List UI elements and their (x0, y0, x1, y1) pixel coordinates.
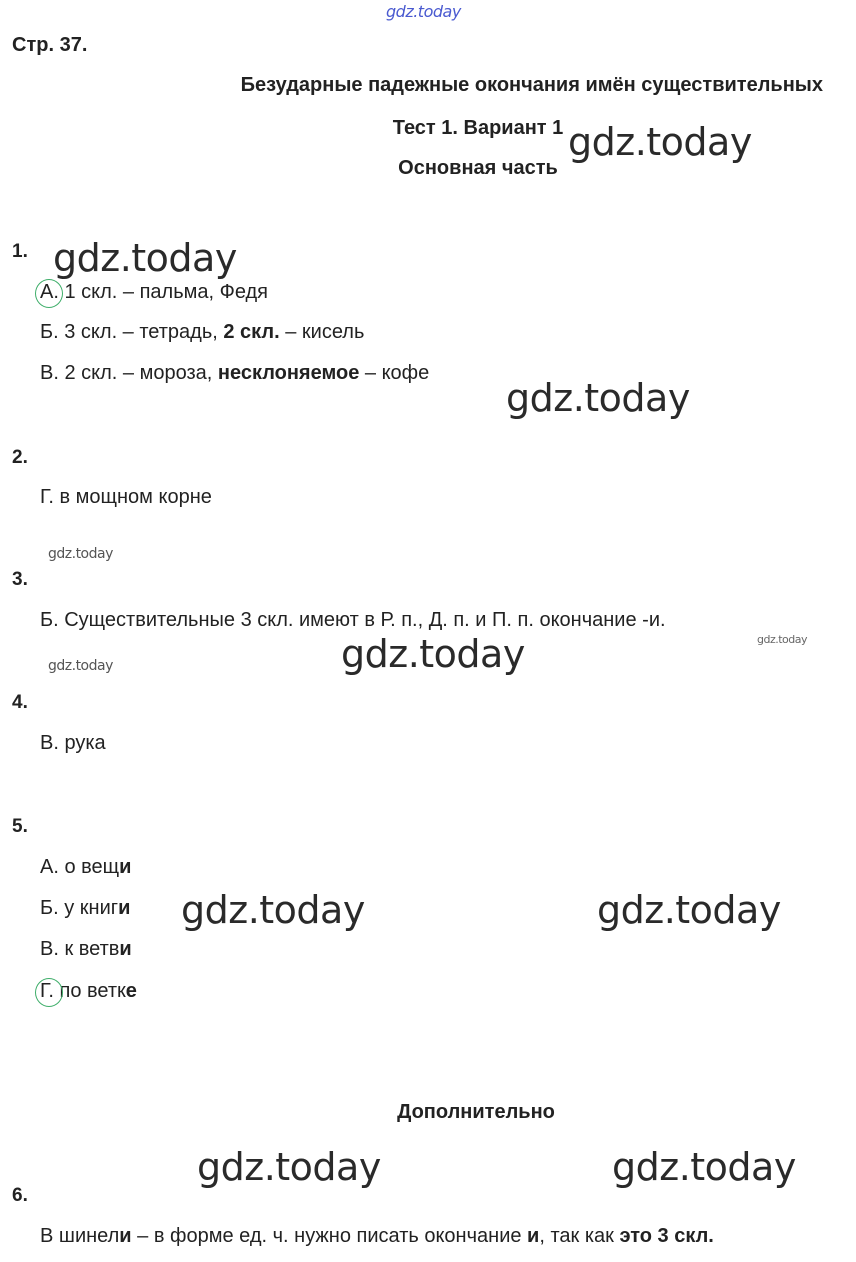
answer-ending: и (119, 938, 132, 960)
answer-ending: и (527, 1225, 540, 1247)
question-number: 5. (12, 816, 28, 837)
answer-bold: это 3 скл. (619, 1225, 714, 1247)
answer-ending: е (125, 980, 137, 1002)
question-number: 2. (12, 447, 28, 468)
watermark: gdz.today (612, 1145, 796, 1189)
answer-option (40, 321, 364, 344)
test-title: Тест 1. Вариант 1 (392, 117, 564, 139)
answer-option: Г. в мощном корне (40, 486, 212, 508)
watermark: gdz.today (341, 632, 525, 676)
question-number: 1. (12, 241, 28, 262)
answer-option (40, 897, 130, 920)
answer-ending: и (118, 897, 131, 919)
watermark: gdz.today (181, 888, 365, 932)
answer-text: 1 скл. – пальма, Федя (58, 281, 268, 303)
answer-option (40, 938, 132, 961)
answer-ending: и (119, 856, 132, 878)
answer-text: – кисель (279, 321, 365, 343)
watermark: gdz.today (53, 236, 237, 280)
page-number: Стр. 37. (12, 34, 88, 56)
question-number: 6. (12, 1185, 28, 1206)
watermark-top: gdz.today (386, 2, 461, 21)
answer-text: по ветк (53, 980, 126, 1002)
answer-option (40, 281, 268, 304)
watermark: gdz.today (48, 658, 113, 674)
question-number: 4. (12, 692, 28, 713)
answer-option (40, 1225, 714, 1248)
watermark: gdz.today (757, 633, 808, 646)
answer-bold: несклоняемое (217, 362, 360, 384)
question-number: 3. (12, 569, 28, 590)
answer-option: Б. Существительные 3 скл. имеют в Р. п., Д. п. и П. п. окончание -и. (40, 609, 666, 631)
answer-bold: 2 скл. (223, 321, 280, 343)
answer-text: Б. 3 скл. – тетрадь, (40, 321, 224, 343)
answer-text: – в форме ед. ч. нужно писать окончание (131, 1225, 528, 1247)
answer-ending: и (119, 1225, 132, 1247)
selected-answer-letter: Г. (40, 980, 54, 1002)
answer-text: В. к ветв (40, 938, 120, 960)
answer-option (40, 980, 137, 1003)
answer-option (40, 856, 131, 879)
answer-option (40, 362, 429, 385)
page-title: Безударные падежные окончания имён существительных (240, 74, 823, 96)
answer-text: Б. у книг (40, 897, 119, 919)
watermark: gdz.today (506, 376, 690, 420)
answer-text: , так как (539, 1225, 620, 1247)
extra-section-title: Дополнительно (397, 1101, 555, 1123)
watermark: gdz.today (48, 546, 113, 562)
answer-option: В. рука (40, 732, 106, 754)
answer-text: В. 2 скл. – мороза, (40, 362, 218, 384)
answer-text: А. о вещ (40, 856, 120, 878)
watermark: gdz.today (597, 888, 781, 932)
watermark: gdz.today (568, 120, 752, 164)
watermark: gdz.today (197, 1145, 381, 1189)
answer-text: В шинел (40, 1225, 120, 1247)
section-title: Основная часть (398, 157, 558, 179)
answer-text: – кофе (359, 362, 430, 384)
selected-answer-letter: А. (40, 281, 59, 303)
